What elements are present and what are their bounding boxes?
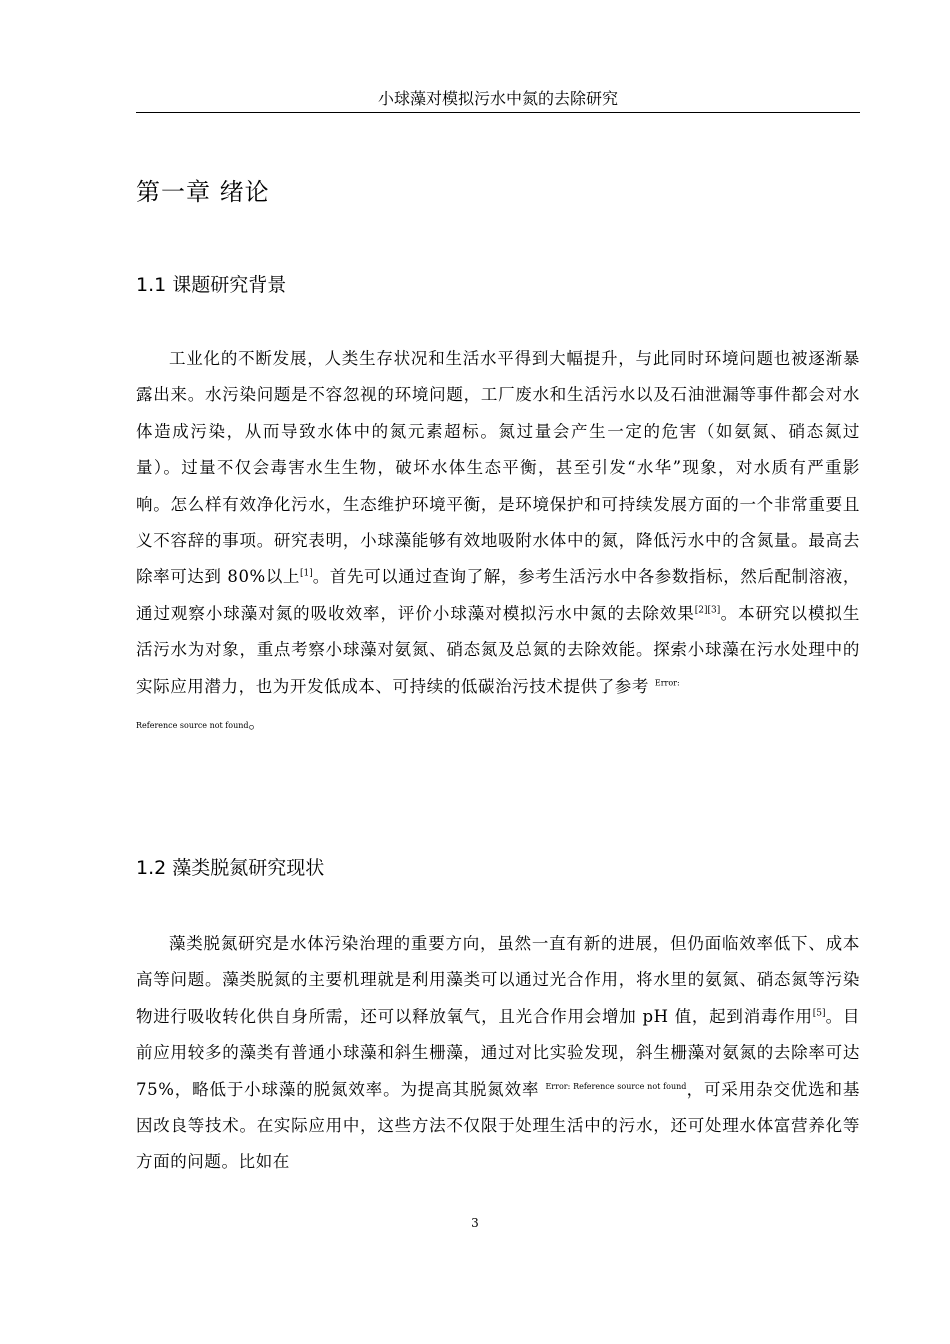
paragraph-text: 藻类脱氮研究是水体污染治理的重要方向，虽然一直有新的进展，但仍面临效率低下、成本高等问题。藻类脱氮的主要机理就是利用藻类可以通过光合作用，将水里的氨氮、硝态氮等污染物进行吸收转化供自身所需，还可以释放氧气，且光合作用会增加 pH 值，起到消毒作用 <box>136 934 860 1026</box>
chapter-title: 第一章 绪论 <box>136 178 270 206</box>
section-heading-background: 1.1 课题研究背景 <box>136 274 287 296</box>
paragraph-text: 。本研究以模拟生活污水为对象，重点考察小球藻对氨氮、硝态氮及总氮的去除效能。探索小球藻在污水处理中的实际应用潜力，也为开发低成本、可持续的低碳治污技术提供了参考 <box>136 603 860 696</box>
reference-error-note: Error: <box>654 678 680 688</box>
paragraph-background <box>136 341 860 741</box>
citation-marker: [1] <box>300 568 313 579</box>
reference-error-note: Reference source not found <box>136 721 249 731</box>
section-heading-status: 1.2 藻类脱氮研究现状 <box>136 857 325 879</box>
paragraph-text: 。目前应用较多的藻类有普通小球藻和斜生栅藻，通过对比实验发现，斜生栅藻对氨氮的去除率可达 75%，略低于小球藻的脱氮效率。为提高其脱氮效率 <box>136 1006 861 1099</box>
page-number: 3 <box>471 1216 479 1230</box>
paragraph-text: 。 <box>248 713 266 733</box>
reference-error-note: Error: Reference source not found <box>545 1081 687 1091</box>
paragraph-text: ，可采用杂交优选和基因改良等技术。在实际应用中，这些方法不仅限于处理生活中的污水，还可处理水体富营养化等方面的问题。比如在 <box>136 1079 861 1172</box>
running-header-title: 小球藻对模拟污水中氮的去除研究 <box>377 89 618 108</box>
paragraph-text: 。首先可以通过查询了解，参考生活污水中各参数指标，然后配制溶液，通过观察小球藻对氮的吸收效率，评价小球藻对模拟污水中氮的去除效果 <box>136 567 860 623</box>
paragraph-text: 工业化的不断发展，人类生存状况和生活水平得到大幅提升，与此同时环境问题也被逐渐暴露出来。水污染问题是不容忽视的环境问题，工厂废水和生活污水以及石油泄漏等事件都会对水体造成污染，从而导致水体中的氮元素超标。氮过量会产生一定的危害（如氨氮、硝态氮过量）。过量不仅会毒害水生生物，破坏水体生态平衡，甚至引发“水华”现象，对水质有严重影响。怎么样有效净化污水，生态维护环境平衡，是环境保护和可持续发展方面的一个非常重要且义不容辞的事项。研究表明，小球藻能够有效地吸附水体中的氮，降低污水中的含氮量。最高去除率可达到 80%以上 <box>136 349 860 587</box>
running-header <box>136 88 860 113</box>
citation-marker: [2][3] <box>694 605 721 616</box>
citation-marker: [5] <box>812 1008 826 1019</box>
paragraph-status <box>136 926 860 1181</box>
